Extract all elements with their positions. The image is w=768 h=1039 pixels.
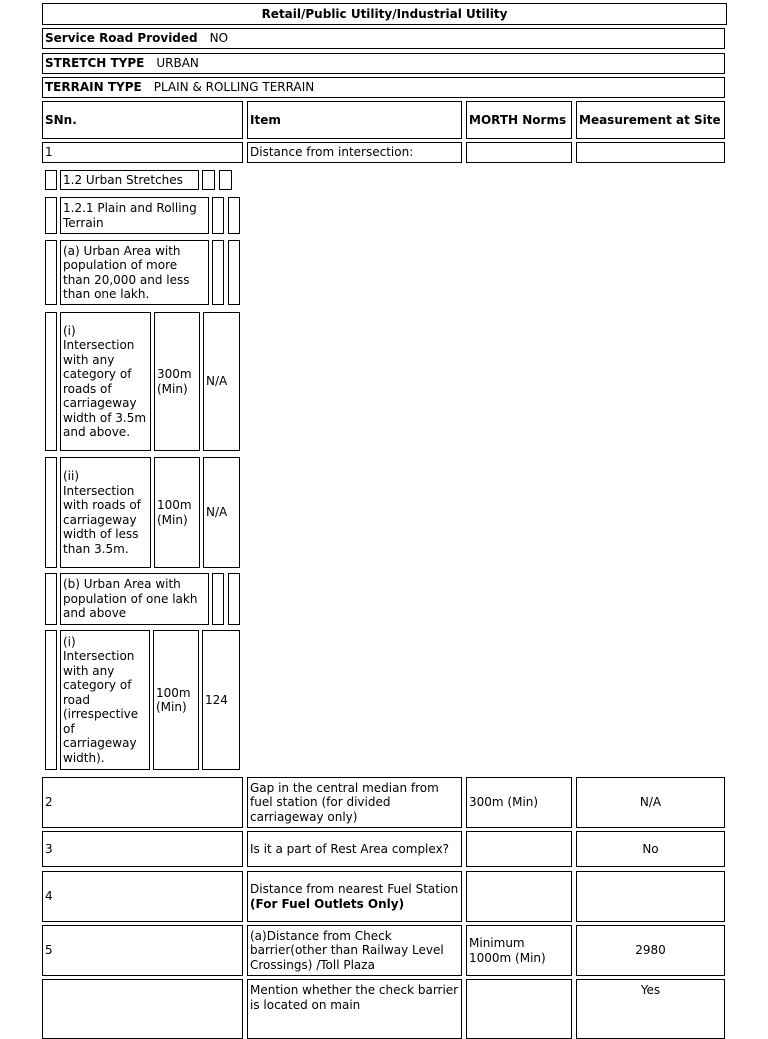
empty-cell bbox=[228, 573, 240, 625]
row2-sn: 2 bbox=[42, 777, 243, 828]
row6-item: Mention whether the check barrier is located on main bbox=[247, 979, 462, 1039]
terrain-type-row bbox=[42, 77, 725, 98]
row4-item: Distance from nearest Fuel Station (For Fuel Outlets Only) bbox=[247, 871, 462, 922]
row2-norms: 300m (Min) bbox=[466, 777, 572, 828]
row2-measurement: N/A bbox=[576, 777, 725, 828]
row5-item: (a)Distance from Check barrier(other than Railway Level Crossings) /Toll Plaza bbox=[247, 925, 462, 976]
empty-cell bbox=[228, 197, 240, 234]
stretch-type-value: URBAN bbox=[156, 56, 199, 71]
a-i-norm-cell: 300m (Min) bbox=[154, 312, 200, 451]
empty-cell bbox=[45, 573, 57, 625]
b-i-item-cell: (i) Intersection with any category of road (irrespective of carriageway width). bbox=[60, 630, 150, 770]
urban-stretches-cell: 1.2 Urban Stretches bbox=[60, 170, 199, 190]
a-ii-norm-cell: 100m (Min) bbox=[154, 457, 200, 568]
empty-cell bbox=[45, 240, 57, 305]
empty-cell bbox=[45, 312, 57, 451]
row1-measurement bbox=[576, 142, 725, 163]
service-road-label: Service Road Provided bbox=[45, 31, 198, 46]
row1-norms bbox=[466, 142, 572, 163]
plain-rolling-cell: 1.2.1 Plain and Rolling Terrain bbox=[60, 197, 209, 234]
b-i-value-cell: 124 bbox=[202, 630, 240, 770]
empty-cell bbox=[212, 573, 224, 625]
row5-sn: 5 bbox=[42, 925, 243, 976]
service-road-row bbox=[42, 28, 725, 49]
empty-cell bbox=[45, 457, 57, 568]
row3-norms bbox=[466, 831, 572, 867]
column-header-sn: SNn. bbox=[42, 101, 243, 139]
a-ii-value-cell: N/A bbox=[203, 457, 240, 568]
empty-cell bbox=[228, 240, 240, 305]
row5-norms: Minimum 1000m (Min) bbox=[466, 925, 572, 976]
row4-sn: 4 bbox=[42, 871, 243, 922]
row4-measurement bbox=[576, 871, 725, 922]
empty-cell bbox=[212, 197, 224, 234]
empty-cell bbox=[202, 170, 215, 190]
a-i-value-cell: N/A bbox=[203, 312, 240, 451]
row6-measurement: Yes bbox=[576, 979, 725, 1039]
row3-measurement: No bbox=[576, 831, 725, 867]
column-header-measurement: Measurement at Site bbox=[576, 101, 725, 139]
row6-norms bbox=[466, 979, 572, 1039]
stretch-type-label: STRETCH TYPE bbox=[45, 56, 145, 71]
row1-sn: 1 bbox=[42, 142, 243, 163]
row5-measurement: 2980 bbox=[576, 925, 725, 976]
urban-area-a-cell: (a) Urban Area with population of more than 20,000 and less than one lakh. bbox=[60, 240, 209, 305]
a-i-item-cell: (i) Intersection with any category of roads of carriageway width of 3.5m and above. bbox=[60, 312, 151, 451]
row6-sn bbox=[42, 979, 243, 1039]
empty-cell bbox=[45, 630, 57, 770]
b-i-norm-cell: 100m (Min) bbox=[153, 630, 199, 770]
document-title: Retail/Public Utility/Industrial Utility bbox=[42, 3, 727, 25]
row3-item: Is it a part of Rest Area complex? bbox=[247, 831, 462, 867]
empty-cell bbox=[219, 170, 232, 190]
column-header-norms: MORTH Norms bbox=[466, 101, 572, 139]
empty-cell bbox=[212, 240, 224, 305]
column-header-item: Item bbox=[247, 101, 462, 139]
empty-cell bbox=[45, 197, 57, 234]
row4-norms bbox=[466, 871, 572, 922]
urban-area-b-cell: (b) Urban Area with population of one lakh and above bbox=[60, 573, 209, 625]
row1-item: Distance from intersection: bbox=[247, 142, 462, 163]
terrain-type-value: PLAIN & ROLLING TERRAIN bbox=[153, 80, 315, 95]
row4-item-bold: (For Fuel Outlets Only) bbox=[250, 896, 405, 911]
empty-cell bbox=[45, 170, 57, 190]
stretch-type-row bbox=[42, 53, 725, 74]
service-road-value: NO bbox=[209, 31, 229, 46]
row3-sn: 3 bbox=[42, 831, 243, 867]
a-ii-item-cell: (ii) Intersection with roads of carriageway width of less than 3.5m. bbox=[60, 457, 151, 568]
row2-item: Gap in the central median from fuel station (for divided carriageway only) bbox=[247, 777, 462, 828]
terrain-type-label: TERRAIN TYPE bbox=[45, 80, 142, 95]
